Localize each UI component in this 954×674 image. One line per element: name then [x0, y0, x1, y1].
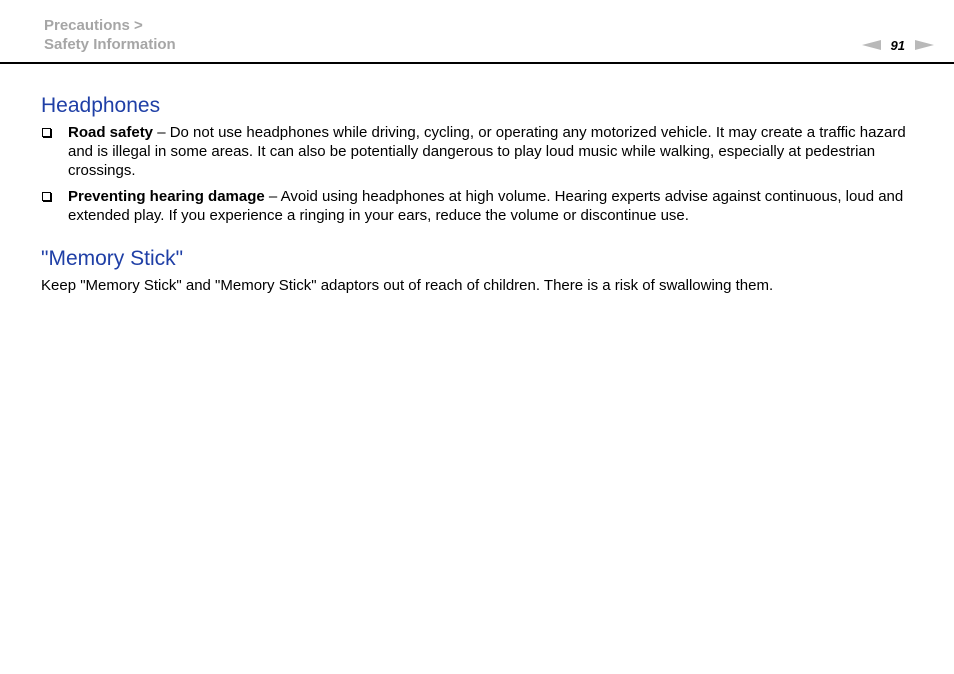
- item-text: – Avoid using headphones at high volume. Hearing experts advise against continuous, loud and extended play. If you experience a ringing in your ears, reduce the volume or discontinue use.: [68, 188, 904, 224]
- bullet-list: [41, 123, 916, 225]
- breadcrumb: [44, 16, 176, 54]
- body-paragraph: Keep "Memory Stick" and "Memory Stick" adaptors out of reach of children. There is a risk of swallowing them.: [41, 277, 774, 294]
- section-heading: Headphones: [41, 94, 161, 117]
- left-arrow-icon[interactable]: [862, 40, 881, 50]
- right-arrow-icon[interactable]: [915, 40, 934, 50]
- checkbox-bullet-icon: [42, 192, 51, 201]
- headphones-section: [41, 92, 916, 225]
- item-text: – Do not use headphones while driving, cycling, or operating any motorized vehicle. It may create a traffic hazard and is illegal in some areas. It can also be potentially dangerous to play loud music while walking, especially at pedestrian crossings.: [68, 124, 906, 179]
- item-title: Preventing hearing damage: [68, 188, 265, 205]
- section-heading: "Memory Stick": [41, 247, 184, 270]
- breadcrumb-current: Safety Information: [44, 36, 176, 53]
- list-item: [41, 187, 916, 225]
- header-divider: [0, 62, 954, 64]
- page-number: 91: [890, 37, 905, 53]
- breadcrumb-parent-link[interactable]: Precautions >: [44, 17, 143, 34]
- main-content: [41, 92, 916, 295]
- page-navigation: [862, 37, 934, 53]
- item-title: Road safety: [68, 124, 154, 141]
- checkbox-bullet-icon: [42, 128, 51, 137]
- memory-stick-section: [41, 245, 916, 295]
- list-item: [41, 123, 916, 180]
